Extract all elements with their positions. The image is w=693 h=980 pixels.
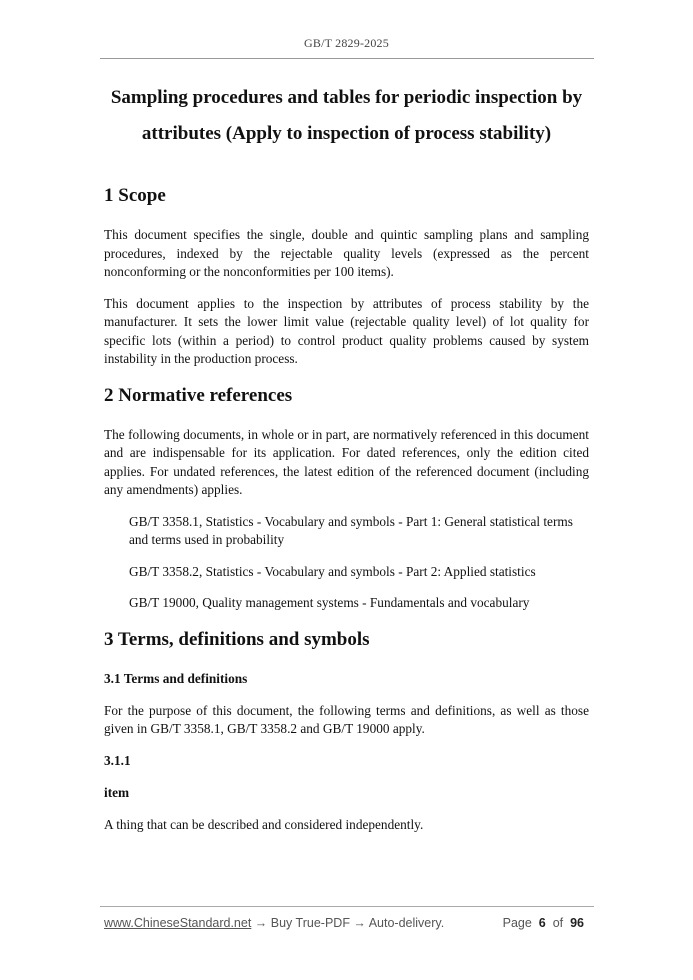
section-heading-terms: 3 Terms, definitions and symbols (104, 628, 370, 650)
normative-paragraph: The following documents, in whole or in part, are normatively referenced in this document and are indispensable for its application. For dated references, only the edition cited applies. For undated references, the latest edition of the referenced document (including any amendments) applies. (104, 426, 589, 497)
reference-item: GB/T 3358.1, Statistics - Vocabulary and symbols - Part 1: General statistical terms and terms used in probability (129, 513, 573, 547)
scope-paragraph-1: This document specifies the single, double and quintic sampling plans and sampling procedures, indexed by the rejectable quality levels (expressed as the percent nonconforming or the nonconformities per 100 items). (104, 227, 589, 279)
term-name: item (104, 784, 130, 800)
footer-arrow-icon: → (349, 916, 369, 930)
title-line-2: attributes (Apply to inspection of process stability) (141, 123, 552, 144)
reference-item: GB/T 3358.2, Statistics - Vocabulary and symbols - Part 2: Applied statistics (129, 563, 536, 579)
footer-arrow-icon: → (251, 916, 271, 930)
page-label: Page (502, 916, 532, 930)
scope-paragraph-2: This document applies to the inspection by attributes of process stability by the manufacturer. It sets the lower limit value (rejectable quality level) of lot quality for specific lots (within a period) to control product quality problems caused by system instability in the production process. (104, 295, 589, 366)
document-body (104, 182, 589, 847)
term-definition: A thing that can be described and considered independently. (104, 816, 424, 832)
footer-left (104, 916, 444, 930)
reference-item: GB/T 19000, Quality management systems - Fundamentals and vocabulary (129, 595, 530, 610)
header-rule (100, 58, 594, 59)
page-number (503, 916, 584, 930)
page-header-doc-number: GB/T 2829-2025 (304, 36, 389, 50)
footer-site-link[interactable]: www.ChineseStandard.net (104, 916, 252, 930)
footer-rule (100, 906, 594, 907)
term-number: 3.1.1 (104, 752, 131, 768)
footer-buy-text: Buy True-PDF (270, 916, 350, 930)
footer-delivery-text: Auto-delivery. (368, 916, 445, 930)
subsection-heading-terms-definitions: 3.1 Terms and definitions (104, 670, 248, 686)
document-title (90, 80, 603, 152)
page-current: 6 (538, 916, 546, 930)
page-total: 96 (570, 916, 584, 930)
terms-paragraph: For the purpose of this document, the following terms and definitions, as well as those given in GB/T 3358.1, GB/T 3358.2 and GB/T 19000 apply. (104, 702, 589, 736)
section-heading-normative-references: 2 Normative references (104, 384, 293, 406)
page-of: of (552, 916, 564, 930)
title-line-1: Sampling procedures and tables for periodic inspection by (110, 87, 583, 108)
section-heading-scope: 1 Scope (104, 185, 166, 206)
